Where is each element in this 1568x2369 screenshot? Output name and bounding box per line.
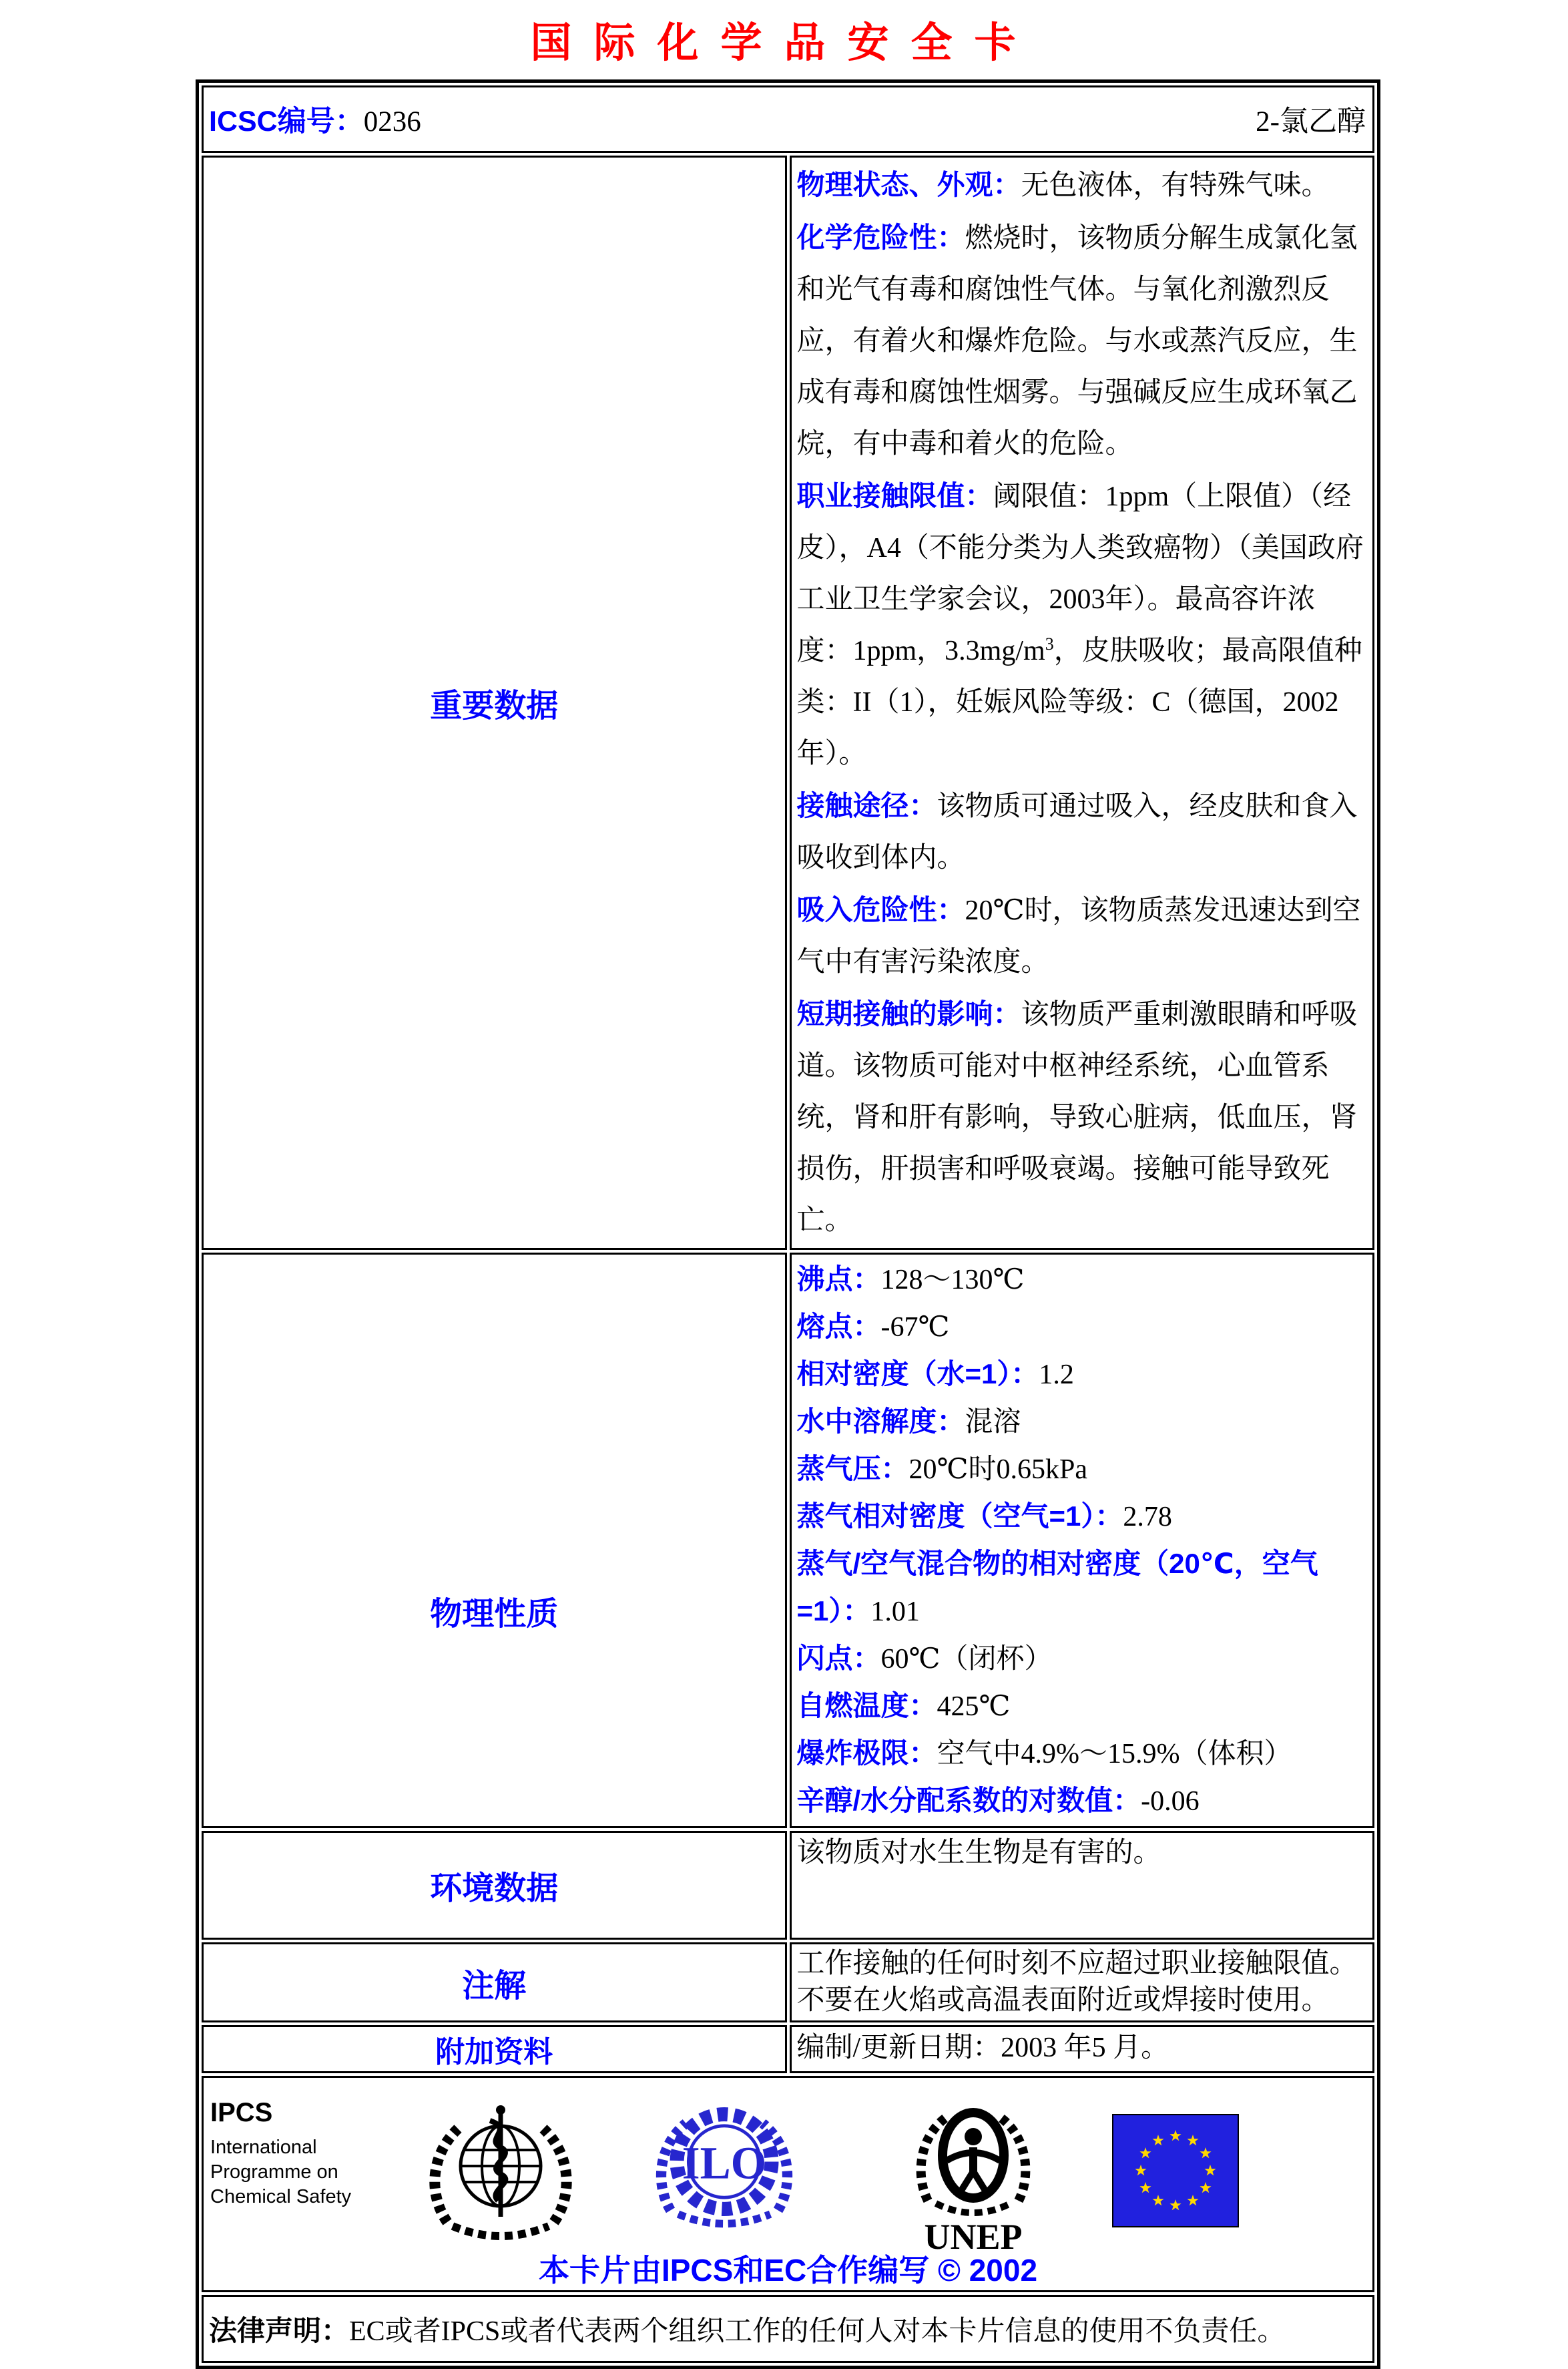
icsc-number-field [209, 99, 421, 140]
field-text: 20℃时0.65kPa [908, 1454, 1087, 1485]
row-label-additional: 附加资料 [202, 2025, 787, 2073]
field-text: 1.01 [870, 1596, 920, 1627]
field-label: 沸点： [796, 1263, 881, 1295]
physical-item-0 [797, 1256, 1366, 1303]
physical-item-6 [797, 1540, 1366, 1635]
field-label: 蒸气/空气混合物的相对密度（20℃，空气=1）： [796, 1548, 1318, 1627]
unep-logo [906, 2097, 1040, 2257]
field-label: 熔点： [796, 1311, 881, 1342]
additional-text: 编制/更新日期：2003 年5 月。 [796, 2032, 1169, 2063]
icsc-number: 0236 [363, 106, 421, 138]
field-label: 闪点： [796, 1643, 881, 1674]
field-label: 相对密度（水=1）： [796, 1358, 1039, 1389]
important-item-5 [797, 988, 1366, 1247]
field-label: 吸入危险性： [796, 894, 965, 925]
field-text: 阈限值：1ppm（上限值）（经皮），A4（不能分类为人类致癌物）（美国政府工业卫生学家会议，2003年）。最高容许浓度：1ppm，3.3mg/m [796, 481, 1364, 666]
ilo-letters: ILO [682, 2137, 767, 2189]
physical-item-7 [797, 1635, 1366, 1683]
physical-item-1 [797, 1303, 1366, 1351]
physical-item-3 [797, 1398, 1366, 1446]
important-item-3 [797, 780, 1366, 884]
important-data-cell [790, 156, 1375, 1250]
ipcs-subtitle-line2: Programme on [210, 2161, 338, 2183]
row-label-important: 重要数据 [202, 156, 787, 1250]
unep-label: UNEP [924, 2217, 1023, 2257]
icsc-label: ICSC编号： [209, 105, 364, 138]
field-text: 混溶 [965, 1407, 1021, 1438]
legal-label: 法律声明： [209, 2315, 350, 2346]
who-logo [421, 2097, 581, 2257]
field-text: -0.06 [1141, 1786, 1200, 1817]
environment-cell [790, 1831, 1375, 1940]
field-text: 1.2 [1039, 1359, 1074, 1390]
physical-properties-row [202, 1253, 1374, 1828]
field-text: 20℃时，该物质蒸发迅速达到空气中有害污染浓度。 [796, 895, 1361, 978]
field-text: 128～130℃ [880, 1265, 1025, 1295]
notes-cell [790, 1942, 1375, 2022]
field-label: 辛醇/水分配系数的对数值： [796, 1785, 1141, 1816]
important-data-row [202, 156, 1374, 1250]
physical-item-8 [797, 1683, 1366, 1730]
important-item-2 [797, 470, 1366, 780]
field-text: -67℃ [880, 1312, 950, 1343]
field-text: 60℃（闭杯） [880, 1644, 1053, 1675]
ipcs-wordmark-block [210, 2097, 354, 2209]
header-cell [202, 85, 1374, 153]
important-item-0 [797, 159, 1366, 212]
field-text: 燃烧时，该物质分解生成氯化氢和光气有毒和腐蚀性气体。与氧化剂激烈反应，有着火和爆炸危险。与水或蒸汽反应，生成有毒和腐蚀性烟雾。与强碱反应生成环氧乙烷，有中毒和着火的危险。 [796, 223, 1358, 459]
chemical-name: 2-氯乙醇 [1256, 106, 1366, 138]
footer-caption: 本卡片由IPCS和EC合作编写 © 2002 [538, 2253, 1038, 2288]
field-label: 物理状态、外观： [796, 169, 1021, 200]
field-label: 短期接触的影响： [796, 998, 1021, 1030]
field-text: 2.78 [1123, 1502, 1172, 1532]
ipcs-subtitle-line3: Chemical Safety [210, 2186, 352, 2207]
ilo-logo [647, 2093, 801, 2246]
legal-cell [202, 2295, 1374, 2363]
page-title: 国际化学品安全卡 [530, 20, 1038, 66]
logos-cell [202, 2076, 1374, 2292]
notes-text: 工作接触的任何时刻不应超过职业接触限值。不要在火焰或高温表面附近或焊接时使用。 [796, 1948, 1358, 2016]
field-label: 接触途径： [796, 790, 937, 821]
logos-row [202, 2076, 1374, 2292]
physical-item-10 [797, 1777, 1366, 1825]
field-label: 爆炸极限： [796, 1737, 937, 1769]
physical-properties-cell [790, 1253, 1375, 1828]
row-label-environment: 环境数据 [202, 1831, 787, 1940]
important-item-1 [797, 212, 1366, 470]
ipcs-subtitle-line1: International [210, 2137, 317, 2158]
environment-text: 该物质对水生生物是有害的。 [796, 1838, 1161, 1868]
additional-cell [790, 2025, 1375, 2073]
environment-row [202, 1831, 1374, 1940]
field-text: 425℃ [937, 1691, 1011, 1722]
field-text: 空气中4.9%～15.9%（体积） [937, 1739, 1292, 1769]
card-table [196, 79, 1380, 2369]
important-item-4 [797, 884, 1366, 988]
row-label-notes: 注解 [202, 1942, 787, 2022]
additional-row [202, 2025, 1374, 2073]
ipcs-acronym: IPCS [210, 2098, 273, 2127]
legal-row [202, 2295, 1374, 2363]
header-row [202, 85, 1374, 153]
footer-copyright: © 2002 [938, 2253, 1038, 2288]
superscript: 3 [1045, 634, 1054, 654]
field-label: 蒸气相对密度（空气=1）： [796, 1500, 1123, 1532]
field-label: 化学危险性： [796, 222, 965, 253]
physical-item-9 [797, 1730, 1366, 1777]
field-label: 自燃温度： [796, 1690, 937, 1721]
physical-item-4 [797, 1446, 1366, 1493]
field-text: 该物质严重刺激眼睛和呼吸道。该物质可能对中枢神经系统，心血管系统，肾和肝有影响，导致心脏病，低血压，肾损伤，肝损害和呼吸衰竭。接触可能导致死亡。 [796, 1000, 1358, 1236]
field-label: 职业接触限值： [796, 480, 993, 511]
field-label: 蒸气压： [796, 1453, 909, 1484]
physical-item-5 [797, 1493, 1366, 1540]
field-text: 无色液体，有特殊气味。 [1021, 170, 1330, 201]
field-label: 水中溶解度： [796, 1406, 965, 1437]
field-text: ，皮肤吸收；最高限值种类：II（1），妊娠风险等级：C（德国，2002年）。 [796, 636, 1362, 769]
legal-text: EC或者IPCS或者代表两个组织工作的任何人对本卡片信息的使用不负责任。 [349, 2316, 1286, 2347]
notes-row [202, 1942, 1374, 2022]
physical-item-2 [797, 1351, 1366, 1398]
row-label-physical: 物理性质 [202, 1253, 787, 1828]
field-text: 该物质可通过吸入，经皮肤和食入吸收到体内。 [796, 791, 1358, 873]
eu-flag-logo [1112, 2114, 1239, 2227]
